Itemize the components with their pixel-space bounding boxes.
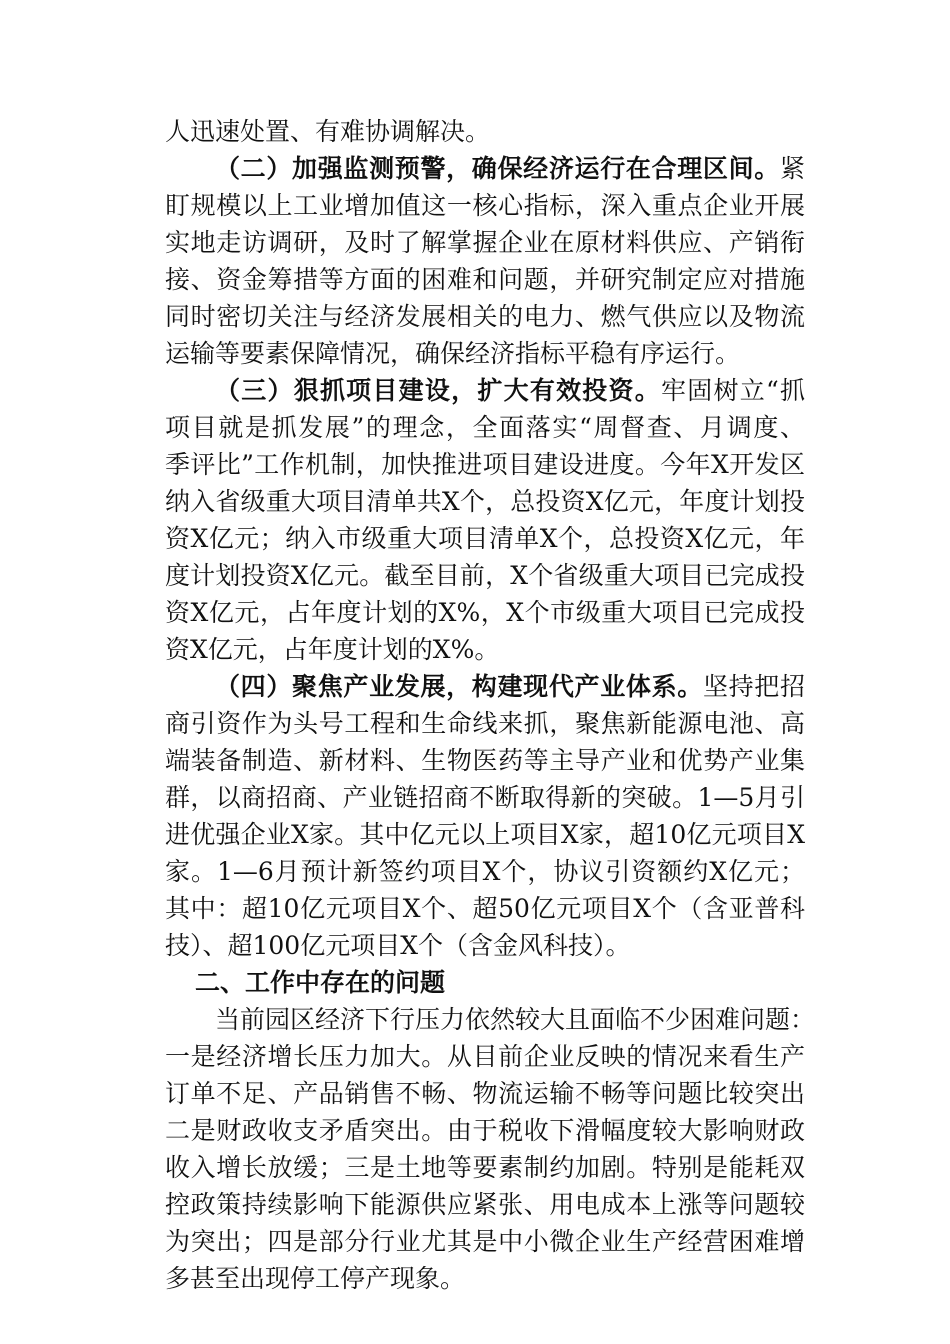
line-text: 度计划投资X亿元。截至目前，X个省级重大项目已完成投 bbox=[165, 561, 805, 590]
line-text: 收入增长放缓；三是土地等要素制约加剧。特别是能耗双 bbox=[165, 1153, 805, 1182]
paragraph-line bbox=[165, 818, 805, 852]
line-text: 为突出；四是部分行业尤其是中小微企业生产经营困难增 bbox=[165, 1227, 805, 1256]
paragraph-line bbox=[165, 1262, 805, 1296]
line-text: 季评比”工作机制，加快推进项目建设进度。今年X开发区 bbox=[165, 450, 805, 479]
paragraph-line bbox=[165, 559, 805, 593]
line-text: 盯规模以上工业增加值这一核心指标，深入重点企业开展 bbox=[165, 191, 805, 220]
line-text: 其中：超10亿元项目X个、超50亿元项目X个（含亚普科 bbox=[165, 894, 805, 923]
paragraph-line bbox=[165, 892, 805, 926]
paragraph-line bbox=[165, 1114, 805, 1148]
line-text: 坚持把招 bbox=[702, 672, 805, 701]
paragraph-line bbox=[165, 522, 805, 556]
section-heading bbox=[195, 966, 805, 1000]
line-text: 纳入省级重大项目清单共X个，总投资X亿元，年度计划投 bbox=[165, 487, 805, 516]
paragraph-line bbox=[165, 1225, 805, 1259]
line-text: 端装备制造、新材料、生物医药等主导产业和优势产业集 bbox=[165, 746, 805, 775]
paragraph-line bbox=[165, 633, 805, 667]
paragraph-line bbox=[165, 448, 805, 482]
paragraph-line bbox=[165, 1040, 805, 1074]
paragraph-line bbox=[165, 1151, 805, 1185]
subheading-three: （三）狠抓项目建设，扩大有效投资。 bbox=[215, 376, 662, 405]
subheading-two: （二）加强监测预警，确保经济运行在合理区间。 bbox=[215, 154, 780, 183]
subheading-line-two bbox=[215, 152, 805, 186]
paragraph-line bbox=[165, 411, 805, 445]
paragraph-line bbox=[165, 1077, 805, 1111]
line-text: 资X亿元，占年度计划的X%。 bbox=[165, 635, 500, 664]
line-text: 一是经济增长压力加大。从目前企业反映的情况来看生产 bbox=[165, 1042, 805, 1071]
line-text: 实地走访调研，及时了解掌握企业在原材料供应、产销衔 bbox=[165, 228, 805, 257]
line-text: 家。1—6月预计新签约项目X个，协议引资额约X亿元； bbox=[165, 857, 805, 886]
paragraph-line bbox=[165, 263, 805, 297]
paragraph-line bbox=[165, 596, 805, 630]
subheading-four: （四）聚焦产业发展，构建现代产业体系。 bbox=[215, 672, 703, 701]
line-text: 人迅速处置、有难协调解决。 bbox=[165, 117, 491, 146]
line-text: 群，以商招商、产业链招商不断取得新的突破。1—5月引 bbox=[165, 783, 805, 812]
paragraph-line bbox=[165, 707, 805, 741]
line-text: 订单不足、产品销售不畅、物流运输不畅等问题比较突出 bbox=[165, 1079, 805, 1108]
line-text: 二是财政收支矛盾突出。由于税收下滑幅度较大影响财政 bbox=[165, 1116, 805, 1145]
paragraph-line bbox=[165, 929, 805, 963]
paragraph-line bbox=[165, 300, 805, 334]
line-text: 项目就是抓发展”的理念，全面落实“周督查、月调度、 bbox=[165, 413, 805, 442]
paragraph-line bbox=[165, 226, 805, 260]
paragraph-line bbox=[215, 1003, 816, 1037]
line-text: 技）、超100亿元项目X个（含金风科技）。 bbox=[165, 931, 631, 960]
paragraph-line bbox=[165, 189, 805, 223]
line-text: 接、资金筹措等方面的困难和问题，并研究制定应对措施 bbox=[165, 265, 805, 294]
line-text: 资X亿元；纳入市级重大项目清单X个，总投资X亿元，年 bbox=[165, 524, 805, 553]
line-text: 控政策持续影响下能源供应紧张、用电成本上涨等问题较 bbox=[165, 1190, 805, 1219]
line-text: 同时密切关注与经济发展相关的电力、燃气供应以及物流 bbox=[165, 302, 805, 331]
line-text: 牢固树立“抓 bbox=[661, 376, 805, 405]
line-text: 当前园区经济下行压力依然较大且面临不少困难问题： bbox=[215, 1005, 816, 1034]
paragraph-line bbox=[165, 485, 805, 519]
subheading-line-four bbox=[215, 670, 805, 704]
paragraph-line bbox=[165, 337, 805, 371]
line-text: 商引资作为头号工程和生命线来抓，聚焦新能源电池、高 bbox=[165, 709, 805, 738]
line-text: 资X亿元，占年度计划的X%，X个市级重大项目已完成投 bbox=[165, 598, 805, 627]
paragraph-line bbox=[165, 781, 805, 815]
line-text: 运输等要素保障情况，确保经济指标平稳有序运行。 bbox=[165, 339, 741, 368]
line-text: 进优强企业X家。其中亿元以上项目X家，超10亿元项目X bbox=[165, 820, 805, 849]
line-text: 多甚至出现停工停产现象。 bbox=[165, 1264, 466, 1293]
subheading-line-three bbox=[215, 374, 805, 408]
paragraph-line bbox=[165, 744, 805, 778]
paragraph-line bbox=[165, 1188, 805, 1222]
section-heading-text: 二、工作中存在的问题 bbox=[195, 968, 446, 997]
paragraph-line bbox=[165, 115, 805, 149]
paragraph-line bbox=[165, 855, 805, 889]
line-text: 紧 bbox=[779, 154, 805, 183]
